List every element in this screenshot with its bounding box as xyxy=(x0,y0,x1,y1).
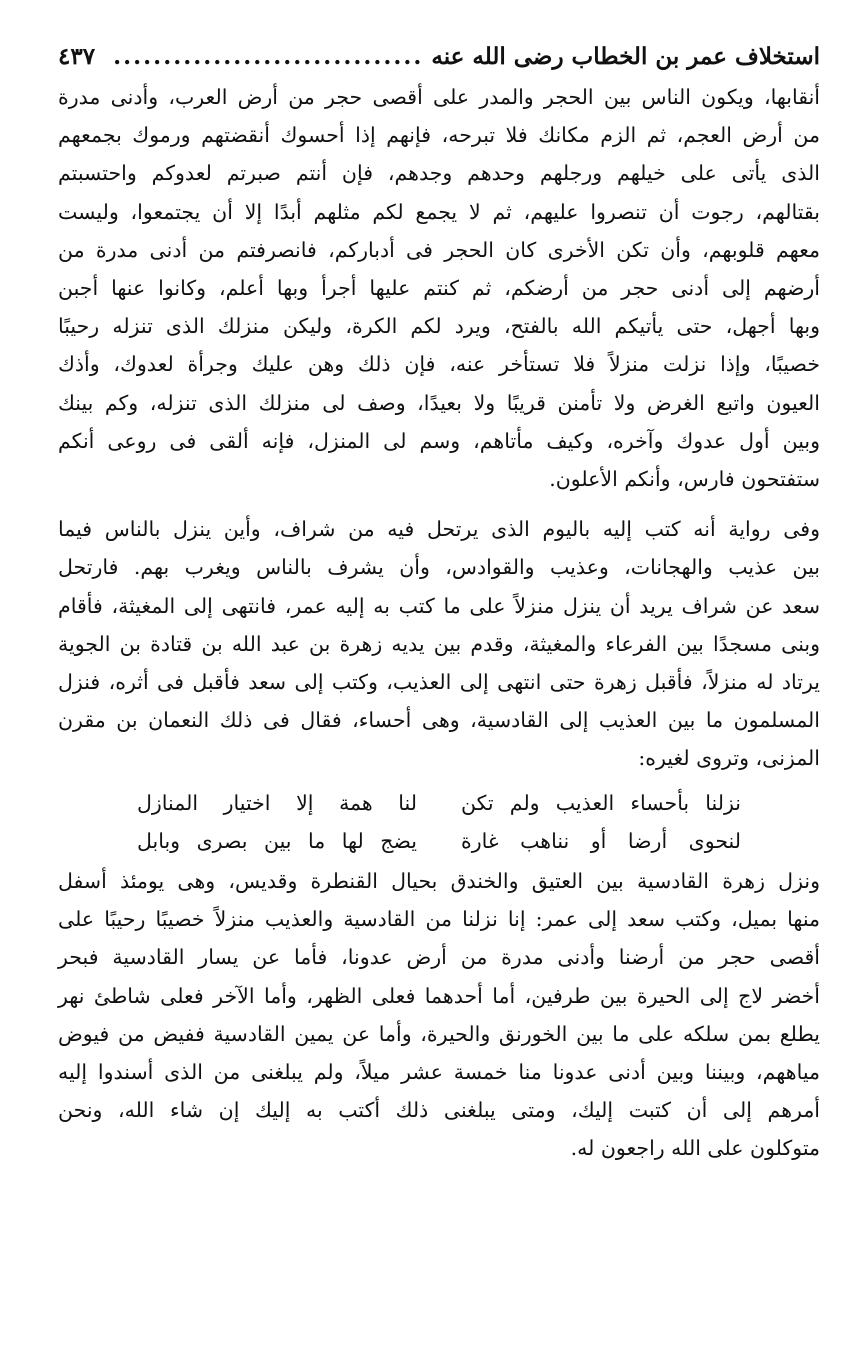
header-leader-dots: ............................... xyxy=(113,43,424,70)
paragraph-2 xyxy=(58,510,820,777)
book-page xyxy=(58,40,820,1168)
running-header xyxy=(58,40,820,74)
poem xyxy=(58,784,820,860)
verse-second-hemistich: لنا همة إلا اختيار المنازل xyxy=(137,790,417,815)
poem-verse xyxy=(58,784,820,822)
text-line: مياههم، وبيننا وبين أدنى عدونا منا خمسة عشر ميلاً، ولم يبلغنى من الذى أسندوا إليه xyxy=(58,1060,820,1085)
text-line: المزنى، وتروى لغيره: xyxy=(638,746,820,771)
text-line: خصيبًا، وإذا نزلت منزلاً فلا تستأخر عنه، فإن ذلك وهن عليك وجرأة لعدوك، وأذك xyxy=(58,352,820,377)
text-line: وبها أجهل، حتى يأتيكم الله بالفتح، ويرد لكم الكرة، وليكن منزلك الذى تنزله رحيبًا xyxy=(58,314,820,339)
text-line: ستفتحون فارس، وأنكم الأعلون. xyxy=(549,467,820,492)
text-line: العيون واتبع الغرض ولا تأمنن قريبًا ولا بعيدًا، وصف لى منزلك الذى تنزله، وكم بينك xyxy=(58,390,820,415)
text-line: وفى رواية أنه كتب إليه باليوم الذى يرتحل فيه من شراف، وأين ينزل بالناس فيما xyxy=(58,517,820,542)
text-line: سعد عن شراف يريد أن ينزل منزلاً على ما كتب به إليه عمر، فانتهى إلى المغيثة، فأقام xyxy=(58,593,820,618)
paragraph-1 xyxy=(58,78,820,498)
text-line: الذى يأتى على خيلهم ورجلهم وحدهم وجدهم، فإن أنتم صبرتم لعدوكم واحتسبتم xyxy=(58,161,820,186)
verse-first-hemistich: نزلنا بأحساء العذيب ولم تكن xyxy=(461,790,741,815)
text-line: بقتالهم، رجوت أن تنصروا عليهم، ثم لا يجمع لكم مثلهم أبدًا إلا أن يجتمعوا، وليست xyxy=(58,199,820,224)
verse-first-hemistich: لنحوى أرضا أو نناهب غارة xyxy=(461,828,741,853)
text-line: من أرض العجم، ثم الزم مكانك فلا تبرحه، فإنهم إذا أحسوك أنقضتهم ورموك بجمعهم xyxy=(58,123,820,148)
text-line: أنقابها، ويكون الناس بين الحجر والمدر على أقصى حجر من أرض العرب، وأدنى مدرة xyxy=(58,85,820,109)
text-line: متوكلون على الله راجعون له. xyxy=(570,1136,820,1161)
text-line: أقصى حجر من أرضنا وأدنى مدرة من أرض عدونا، فأما عن يسار القادسية فبحر xyxy=(58,945,820,970)
text-line: معهم قلوبهم، وأن تكن الأخرى كان الحجر فى أدباركم، فانصرفتم من أدنى مدرة من xyxy=(58,237,820,262)
page-number: ٤٣٧ xyxy=(58,43,96,70)
text-line: ونزل زهرة القادسية بين العتيق والخندق بحيال القنطرة وقديس، وهى يومئذ أسفل xyxy=(58,869,820,894)
text-line: أمرهم إلى أن كتبت إليك، ومتى يبلغنى ذلك أكتب به إليك إن شاء الله، ونحن xyxy=(58,1098,820,1123)
text-line: يطلع بمن سلكه على ما بين الخورنق والحيرة، وأما عن يمين القادسية ففيض من فيوض xyxy=(58,1021,820,1046)
text-line: المسلمون ما بين العذيب إلى القادسية، وهى أحساء، فقال فى ذلك النعمان بن مقرن xyxy=(58,708,820,733)
text-line: أرضهم إلى أدنى حجر من أرضكم، ثم كنتم عليها أجرأ وبها أعلم، وكانوا عنها أجبن xyxy=(58,276,820,301)
text-line: أخضر لاج إلى الحيرة بين طرفين، أما أحدهما فعلى الظهر، وأما الآخر فعلى شاطئ نهر xyxy=(58,983,820,1008)
paragraph-3 xyxy=(58,862,820,1168)
text-line: وبين أول عدوك وآخره، وكيف مأتاهم، وسم لى المنزل، فإنه ألقى فى روعى أنكم xyxy=(58,428,820,453)
header-title: استخلاف عمر بن الخطاب رضى الله عنه xyxy=(431,43,820,70)
text-line: وبنى مسجدًا بين الفرعاء والمغيثة، وقدم بين يديه زهرة بن عبد الله بن قتادة بن الجوية xyxy=(58,631,820,656)
verse-second-hemistich: يضج لها ما بين بصرى وبابل xyxy=(137,828,417,853)
text-line: منها بميل، وكتب سعد إلى عمر: إنا نزلنا من القادسية والعذيب منزلاً خصيبًا رحيبًا على xyxy=(58,907,820,932)
text-line: بين عذيب والهجانات، وعذيب والقوادس، وأن يشرف بالناس ويغرب بهم. فارتحل xyxy=(58,555,820,580)
text-line: يرتاد له منزلاً، فأقبل زهرة حتى انتهى إلى العذيب، وكتب إلى سعد فأقبل فى أثره، فنزل xyxy=(58,670,820,695)
poem-verse xyxy=(58,822,820,860)
